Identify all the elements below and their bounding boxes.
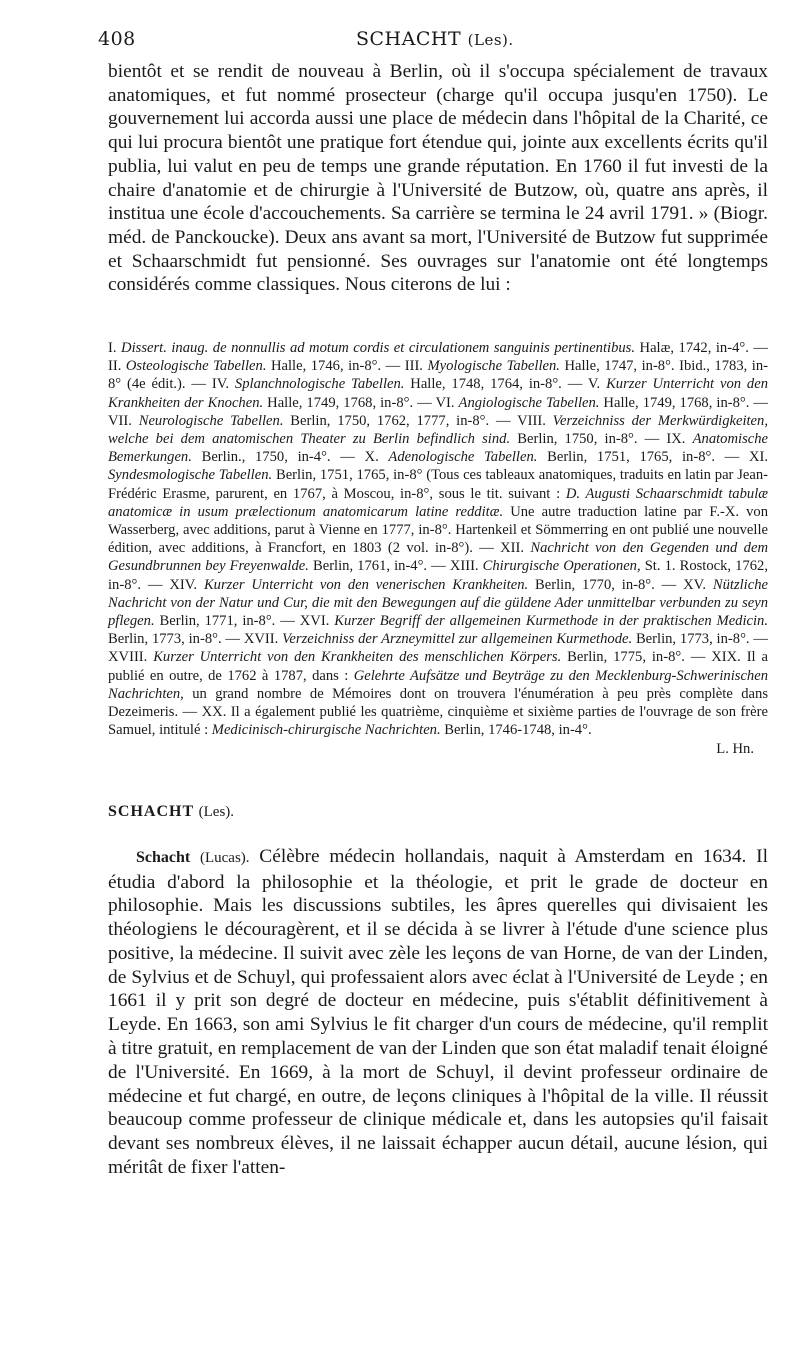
entry-title-main: SCHACHT xyxy=(108,802,195,820)
bibliography-work-title: Nachricht von den Gegenden und dem Gesundbrunnen bey Freyenwalde. xyxy=(108,540,768,575)
entry-headword: Schacht xyxy=(136,848,191,866)
bibliography-text: St. 1. Rostock, 1762, in-8°. — XIV. xyxy=(108,558,768,593)
bibliography-work-title: Chirurgische Operationen, xyxy=(482,558,641,575)
bibliography-text: Berlin, 1761, in-4°. — XIII. xyxy=(308,558,483,575)
page-number: 408 xyxy=(98,28,136,50)
bibliography-text: Halæ, 1742, in-4°. — II. xyxy=(108,340,768,375)
entry-body xyxy=(108,845,768,1180)
bibliography-list xyxy=(108,339,768,739)
bibliography-text: Berlin, 1771, in-8°. — XVI. xyxy=(154,613,335,630)
bibliography-work-title: Syndesmologische Tabellen. xyxy=(108,467,273,484)
bibliography-text: Halle, 1747, in-8°. Ibid., 1783, in-8° (4e édit.). — IV. xyxy=(108,358,768,393)
bibliography-work-title: Gelehrte Aufsätze und Beyträge zu den Mecklenburg-Schwerinischen Nachrichten, xyxy=(108,667,768,702)
author-signature: L. Hn. xyxy=(716,740,754,757)
bibliography-text: Halle, 1749, 1768, in-8°. — VII. xyxy=(108,394,768,429)
bibliography-work-title: Medicinisch-chirurgische Nachrichten. xyxy=(211,722,441,739)
bibliography-work-title: Nützliche Nachricht von der Natur und Cur, die mit den Bewegungen auf die güldene Ader unmittelbar verbunden zu seyn pflegen. xyxy=(108,576,768,630)
article-continuation xyxy=(108,60,768,297)
bibliography-text: Berlin, 1746-1748, in-4°. xyxy=(440,722,592,739)
bibliography-text: Berlin, 1773, in-8°. — XVII. xyxy=(108,631,283,648)
bibliography-text: Berlin, 1750, 1762, 1777, in-8°. — VIII. xyxy=(283,412,553,429)
running-title-sub: (Les). xyxy=(467,31,514,49)
bibliography-text: Une autre traduction latine par F.-X. von Wasserberg, avec additions, parut à Vienne en 1777, in-8°. Hartenkeil et Sömmerring en ont publié une nouvelle édition, avec additions, à Francfort, en 1803 (2 vol. in-8°). — XII. xyxy=(108,503,768,557)
entry-paragraph-text: Célèbre médecin hollandais, naquit à Amsterdam en 1634. Il étudia d'abord la philosophie et la théologie, et prit le grade de docteur en philosophie. Mais les discussions subtiles, les âpres querelles qui divisaient les théologiens le découragèrent, et il se décida à se livrer à l'étude d'une science plus positive, la médecine. Il suivit avec zèle les leçons de van Horne, de van der Linden, de Sylvius et de Schuyl, qui professaient alors avec éclat à l'Université de Leyde ; en 1661 il y prit son degré de docteur en médecine, puis s'établit définitivement à Leyde. En 1663, son ami Sylvius le fit charger d'un cours de médecine, qu'il remplit à titre gratuit, en remplacement de van der Linden que son état maladif tenait éloigné de l'Université. En 1669, à la mort de Schuyl, il devint professeur ordinaire de médecine et fut chargé, en outre, de leçons cliniques à l'hôpital de la ville. Il réussit beaucoup comme professeur de clinique médicale et, dans les autopsies qu'il faisait devant ses nombreux élèves, il ne laissait échapper aucun détail, aucune lésion, qui méritât de fixer l'atten- xyxy=(108,845,768,1179)
bibliography-text: Berlin, 1750, in-8°. — IX. xyxy=(510,431,693,448)
entry-headword-given: (Lucas). xyxy=(199,849,250,866)
bibliography-text: Berlin, 1751, 1765, in-8° (Tous ces tableaux anatomiques, traduits en latin par Jean-Frédéric Erasme, parurent, en 1767, à Moscou, in-8°, sous le tit. suivant : xyxy=(108,467,768,502)
bibliography-text: Berlin, 1773, in-8°. — XVIII. xyxy=(108,631,768,666)
running-title-main: SCHACHT xyxy=(356,28,462,50)
bibliography-work-title: Verzeichniss der Merkwürdigkeiten, welche bei dem anatomischen Theater zu Berlin befindlich sind. xyxy=(108,412,768,448)
bibliography-work-title: Anatomische Bemerkungen. xyxy=(108,431,768,466)
bibliography-text: I. xyxy=(108,340,122,357)
bibliography-text: Halle, 1748, 1764, in-8°. — V. xyxy=(404,376,607,393)
bibliography-work-title: Angiologische Tabellen. xyxy=(458,394,600,411)
bibliography-work-title: Verzeichniss der Arzneymittel zur allgemeinen Kurmethode. xyxy=(282,631,633,648)
bibliography-work-title: Kurzer Begriff der allgemeinen Kurmethode in der praktischen Medicin. xyxy=(334,613,769,630)
bibliography-work-title: Dissert. inaug. de nonnullis ad motum cordis et circulationem sanguinis pertinentibus. xyxy=(121,340,636,357)
bibliography-text: Berlin., 1750, in-4°. — X. xyxy=(191,449,389,466)
bibliography-text: Berlin, 1775, in-8°. — XIX. Il a publié en outre, de 1762 à 1787, dans : xyxy=(108,649,768,684)
bibliography-work-title: Myologische Tabellen. xyxy=(427,358,560,375)
bibliography-work-title: D. Augusti Schaarschmidt tabulæ anatomicæ in usum prælectionum anatomicarum latine redditæ. xyxy=(108,485,768,520)
bibliography xyxy=(108,339,768,758)
bibliography-work-title: Kurzer Unterricht von den venerischen Krankheiten. xyxy=(203,576,529,593)
bibliography-work-title: Neurologische Tabellen. xyxy=(138,412,284,429)
bibliography-text: Halle, 1749, 1768, in-8°. — VI. xyxy=(263,394,459,411)
bibliography-text: Berlin, 1770, in-8°. — XV. xyxy=(528,576,713,593)
entry-title-sub: (Les). xyxy=(198,803,235,820)
article-paragraph: bientôt et se rendit de nouveau à Berlin, où il s'occupa spécialement de travaux anatomiques, et fut nommé prosecteur (charge qu'il occupa jusqu'en 1750). Le gouvernement lui accorda aussi une place de médecin dans l'hôpital de la Charité, ce qui lui procura bientôt une pratique fort étendue qui, jointe aux excellents écrits qu'il publia, lui valut en peu de temps une grande réputation. En 1760 il fut investi de la chaire d'anatomie et de chirurgie à l'Université de Butzow, où, quatre ans après, il institua une école d'accouchements. Sa carrière se termina le 24 avril 1791. » (Biogr. méd. de Panckoucke). Deux ans avant sa mort, l'Université de Butzow fut supprimée et Schaarschmidt fut pensionné. Ses ouvrages sur l'anatomie ont été longtemps considérés comme classiques. Nous citerons de lui : xyxy=(108,61,768,296)
bibliography-work-title: Kurzer Unterricht von den Krankheiten des menschlichen Körpers. xyxy=(153,649,562,666)
bibliography-work-title: Splanchnologische Tabellen. xyxy=(234,376,405,393)
bibliography-work-title: Osteologische Tabellen. xyxy=(125,358,267,375)
entry-title xyxy=(108,800,768,821)
bibliography-work-title: Kurzer Unterricht von den Krankheiten der Knochen. xyxy=(108,376,768,411)
entry-paragraph xyxy=(108,845,768,1180)
bibliography-text: Halle, 1746, in-8°. — III. xyxy=(266,358,428,375)
bibliography-text: Berlin, 1751, 1765, in-8°. — XI. xyxy=(537,449,768,466)
running-title xyxy=(356,28,514,50)
bibliography-work-title: Adenologische Tabellen. xyxy=(388,449,538,466)
page-header xyxy=(98,22,768,60)
bibliography-text: un grand nombre de Mémoires dont on trouvera l'énumération à peu près complète dans Dezeimeris. — XX. Il a également publié les quatrième, cinquième et sixième parties de l'ouvrage de son frère Samuel, intitulé : xyxy=(108,685,768,739)
